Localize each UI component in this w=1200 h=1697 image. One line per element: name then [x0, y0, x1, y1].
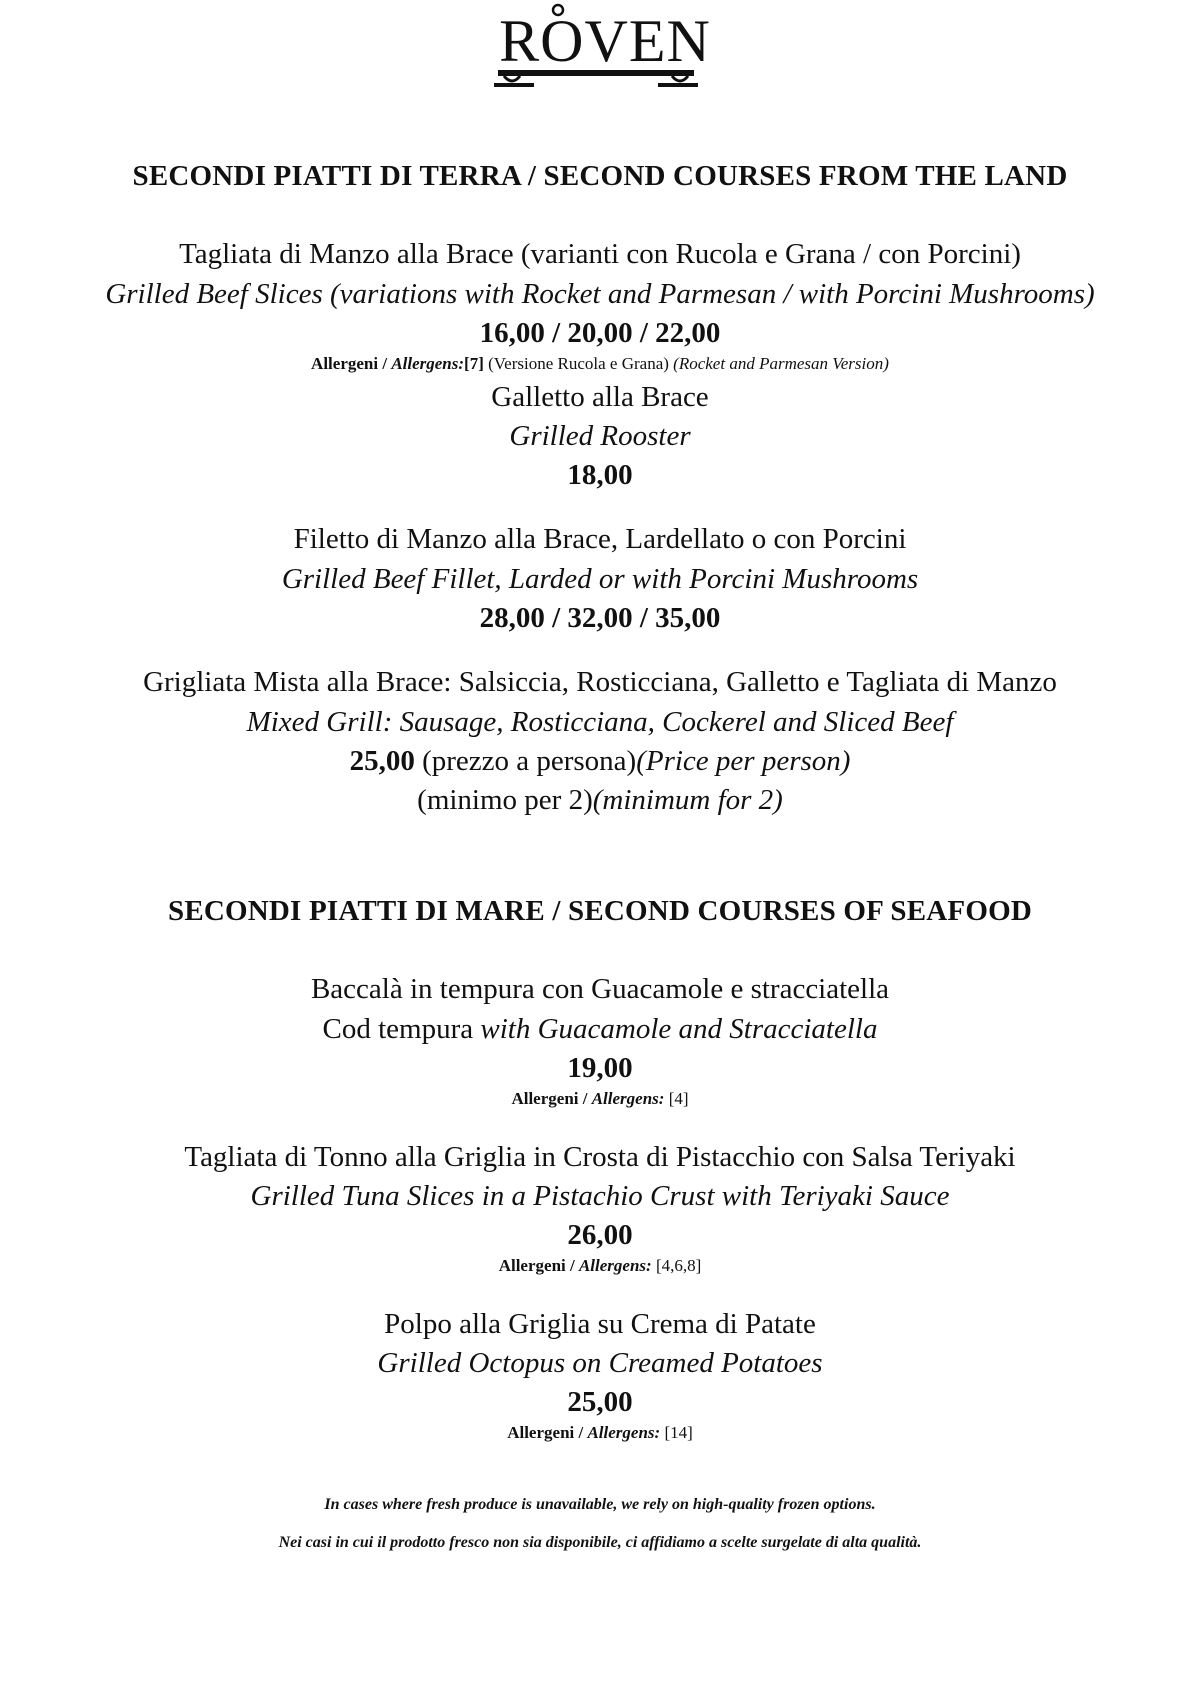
min-note-it: (minimo per 2) — [417, 784, 593, 816]
min-note-en: (minimum for 2) — [592, 784, 783, 816]
dish-name-en: Grilled Tuna Slices in a Pistachio Crust with Teriyaki Sauce — [250, 1180, 950, 1212]
section-title-sea: SECONDI PIATTI DI MARE / SECOND COURSES OF SEAFOOD — [167, 895, 1032, 927]
dish-name-it: Galletto alla Brace — [491, 381, 709, 413]
dish-name-it: Tagliata di Manzo alla Brace (varianti con Rucola e Grana / con Porcini) — [179, 238, 1021, 270]
allergen-label-it: Allergeni / — [311, 354, 388, 373]
dish-name-en-italic: with Guacamole and Stracciatella — [480, 1013, 878, 1045]
dish-name-it: Polpo alla Griglia su Crema di Patate — [384, 1308, 816, 1340]
dish-name-it: Tagliata di Tonno alla Griglia in Crosta di Pistacchio con Salsa Teriyaki — [184, 1141, 1016, 1173]
allergen-codes: [7] — [464, 354, 484, 373]
dish-price: 18,00 — [567, 459, 633, 491]
dish-name-en — [0, 1011, 1200, 1047]
allergen-line — [0, 1422, 1200, 1444]
allergen-label-en: Allergens: — [391, 354, 465, 373]
footer-note-en: In cases where fresh produce is unavailable, we rely on high-quality frozen options. — [324, 1496, 876, 1513]
dish-price: 16,00 / 20,00 / 22,00 — [479, 317, 721, 349]
dish-name-it: Baccalà in tempura con Guacamole e stracciatella — [310, 973, 890, 1005]
minimum-note-line — [0, 782, 1200, 818]
allergen-line — [0, 1088, 1200, 1110]
dish-name-it: Filetto di Manzo alla Brace, Lardellato o con Porcini — [293, 523, 907, 555]
allergen-label-it: Allergeni / — [507, 1423, 584, 1442]
allergen-label-it: Allergeni / — [498, 1256, 575, 1275]
restaurant-logo — [490, 0, 720, 95]
dish-name-en-plain: Cod tempura — [322, 1013, 474, 1045]
dish-name-en: Grilled Beef Slices (variations with Rocket and Parmesan / with Porcini Mushrooms) — [105, 278, 1095, 310]
price-note-it: (prezzo a persona) — [422, 745, 637, 777]
allergen-codes: [4,6,8] — [655, 1256, 702, 1275]
dish-price: 28,00 / 32,00 / 35,00 — [479, 602, 721, 634]
dish-name-it: Grigliata Mista alla Brace: Salsiccia, Rosticciana, Galletto e Tagliata di Manzo — [143, 666, 1057, 698]
allergen-codes: [14] — [664, 1423, 693, 1442]
allergen-label-en: Allergens: — [587, 1423, 661, 1442]
allergen-line — [0, 1255, 1200, 1277]
price-note-en: (Price per person) — [636, 745, 851, 777]
footer-note-it: Nei casi in cui il prodotto fresco non sia disponibile, ci affidiamo a scelte surgelate di alta qualità. — [278, 1534, 922, 1551]
dish-price: 19,00 — [567, 1052, 633, 1084]
allergen-note-it: (Versione Rucola e Grana) — [488, 354, 669, 373]
dish-price: 26,00 — [567, 1219, 633, 1251]
logo-wordmark: ROVEN — [499, 8, 711, 74]
dish-name-en: Mixed Grill: Sausage, Rosticciana, Cockerel and Sliced Beef — [246, 706, 954, 738]
dish-name-en: Grilled Rooster — [509, 420, 691, 452]
allergen-note-en: (Rocket and Parmesan Version) — [673, 354, 889, 373]
dish-name-en: Grilled Octopus on Creamed Potatoes — [377, 1347, 823, 1379]
allergen-codes: [4] — [668, 1089, 689, 1108]
allergen-label-it: Allergeni / — [511, 1089, 588, 1108]
dish-price-line — [0, 743, 1200, 779]
dish-price: 25,00 — [567, 1386, 633, 1418]
allergen-line — [0, 353, 1200, 375]
dish-name-en: Grilled Beef Fillet, Larded or with Porcini Mushrooms — [281, 563, 919, 595]
dish-price: 25,00 — [349, 745, 415, 777]
allergen-label-en: Allergens: — [591, 1089, 665, 1108]
allergen-label-en: Allergens: — [578, 1256, 652, 1275]
section-title-land: SECONDI PIATTI DI TERRA / SECOND COURSES FROM THE LAND — [132, 160, 1068, 192]
